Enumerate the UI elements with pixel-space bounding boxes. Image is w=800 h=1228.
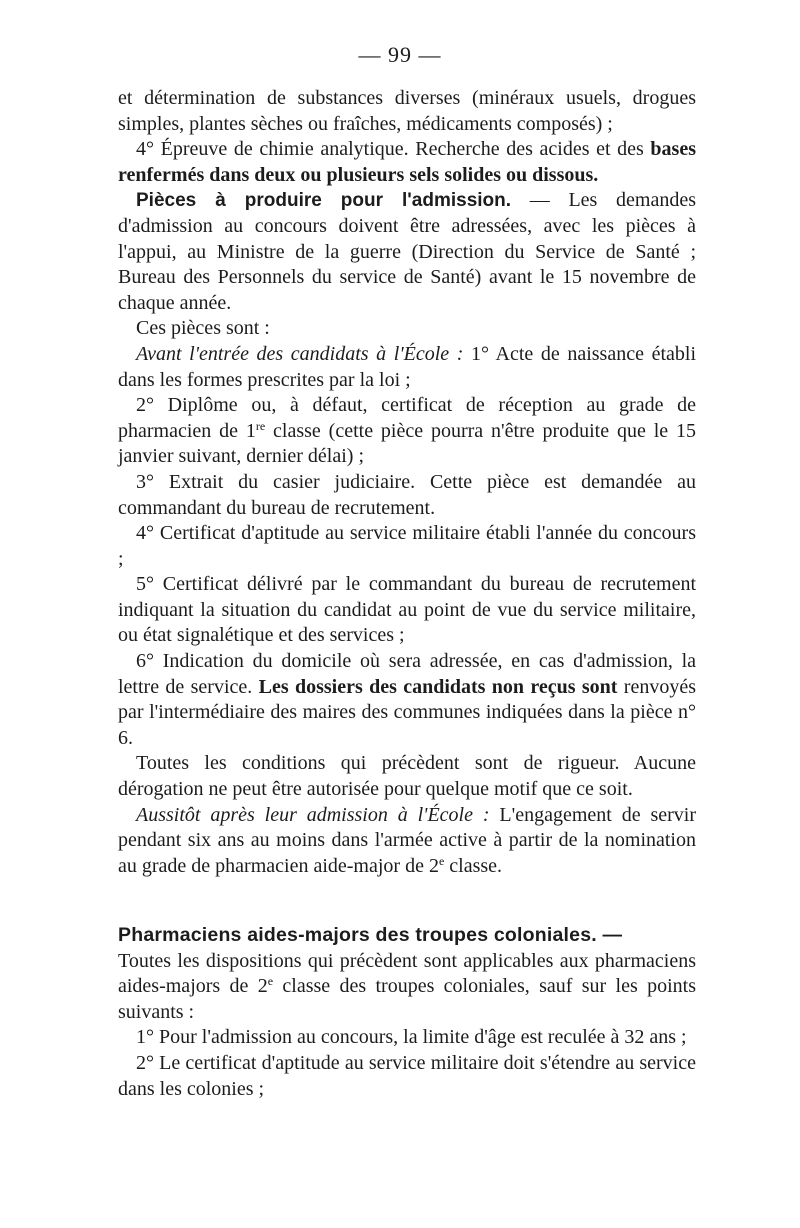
- paragraph-text: classe des troupes coloniales, sauf sur les points suivants :: [118, 975, 696, 1023]
- superscript: e: [267, 974, 274, 989]
- section-title: Pharmaciens aides-majors des troupes coloniales. —: [118, 924, 623, 946]
- paragraph-text: Indication du domicile où sera adressée, en cas d'admission, la lettre de service.: [118, 650, 696, 698]
- paragraph-text: Pour l'admission au concours, la limite d'âge est reculée à 32 ans ;: [154, 1026, 687, 1049]
- paragraph-text-bold: bases renfermés dans deux ou plusieurs sels solides ou dissous.: [118, 138, 696, 186]
- paragraph-aptitude-certificate: [118, 521, 696, 572]
- superscript: e: [438, 853, 445, 868]
- item-number: 6°: [136, 650, 154, 673]
- paragraph-text: Certificat d'aptitude au service militaire établi l'année du concours ;: [118, 522, 696, 570]
- italic-phrase: Avant l'entrée des candidats à l'École :: [136, 342, 464, 365]
- paragraph-text: Épreuve de chimie analytique. Recherche des acides et des: [154, 138, 651, 161]
- item-number: 1°: [463, 342, 490, 365]
- paragraph-text: Certificat délivré par le commandant du bureau de recrutement indiquant la situation du candidat au point de vue du service militaire, ou état signalétique et des services ;: [118, 573, 696, 647]
- paragraph-text: Diplôme ou, à défaut, certificat de réception au grade de pharmacien de 1: [118, 394, 696, 442]
- paragraph-admission-documents: [118, 188, 696, 316]
- paragraph-text: classe (cette pièce pourra n'être produite que le 15 janvier suivant, dernier délai) ;: [118, 419, 696, 468]
- section-item-colonial-service: [118, 1051, 696, 1102]
- item-number: 4°: [136, 522, 154, 545]
- item-number: 1°: [136, 1026, 154, 1049]
- paragraph-documents-intro: Ces pièces sont :: [136, 317, 270, 340]
- item-number: 3°: [136, 470, 154, 493]
- paragraph-conditions: Toutes les conditions qui précèdent sont de rigueur. Aucune dérogation ne peut être autorisée pour quelque motif que ce soit.: [118, 752, 696, 801]
- paragraph-text: Le certificat d'aptitude au service militaire doit s'étendre au service dans les colonies ;: [118, 1051, 696, 1100]
- paragraph-diploma: [118, 393, 696, 470]
- run-in-heading: Pièces à produire pour l'admission.: [136, 190, 512, 212]
- item-number: 2°: [136, 1051, 154, 1074]
- item-number: 5°: [136, 573, 154, 596]
- paragraph-text: Acte de naissance établi dans les formes prescrites par la loi ;: [118, 342, 696, 391]
- paragraph-after-admission: [118, 803, 696, 880]
- item-number: 4°: [136, 138, 154, 161]
- section-item-age-limit: [118, 1025, 696, 1051]
- paragraph-text: L'engagement de servir pendant six ans au moins dans l'armée active à partir de la nomination au grade de pharmacien aide-major de 2: [118, 803, 696, 877]
- paragraph-military-status: [118, 572, 696, 649]
- paragraph-text: — Les demandes d'admission au concours doivent être adressées, avec les pièces à l'appui, au Ministre de la guerre (Direction du Service de Santé ; Bureau des Personnels du service de Santé) avant le 15 novembre de chaque année.: [118, 189, 696, 314]
- paragraph-continuation: et détermination de substances diverses (minéraux usuels, drogues simples, plantes sèches ou fraîches, médicaments composés) ;: [118, 87, 696, 135]
- paragraph-text-bold: Les dossiers des candidats non reçus sont: [258, 675, 618, 698]
- superscript: re: [255, 418, 266, 433]
- section-intro: [118, 949, 696, 1026]
- paragraph-analytical-chemistry: [118, 137, 696, 188]
- paragraph-domicile: [118, 649, 696, 751]
- paragraph-criminal-record: [118, 470, 696, 521]
- paragraph-before-entry: [118, 342, 696, 393]
- italic-phrase: Aussitôt après leur admission à l'École :: [136, 803, 490, 826]
- paragraph-text: renvoyés par l'intermédiaire des maires des communes indiquées dans la pièce n° 6.: [118, 675, 696, 749]
- colonial-section: [118, 923, 696, 1102]
- body-text: [118, 86, 696, 879]
- item-number: 2°: [136, 394, 154, 417]
- paragraph-text: Toutes les dispositions qui précèdent sont applicables aux pharmaciens aides-majors de 2: [118, 949, 696, 998]
- section-heading: [118, 923, 696, 949]
- page-number: — 99 —: [358, 42, 442, 67]
- paragraph-text: Extrait du casier judiciaire. Cette pièce est demandée au commandant du bureau de recrutement.: [118, 470, 696, 519]
- paragraph-text: classe.: [444, 854, 503, 877]
